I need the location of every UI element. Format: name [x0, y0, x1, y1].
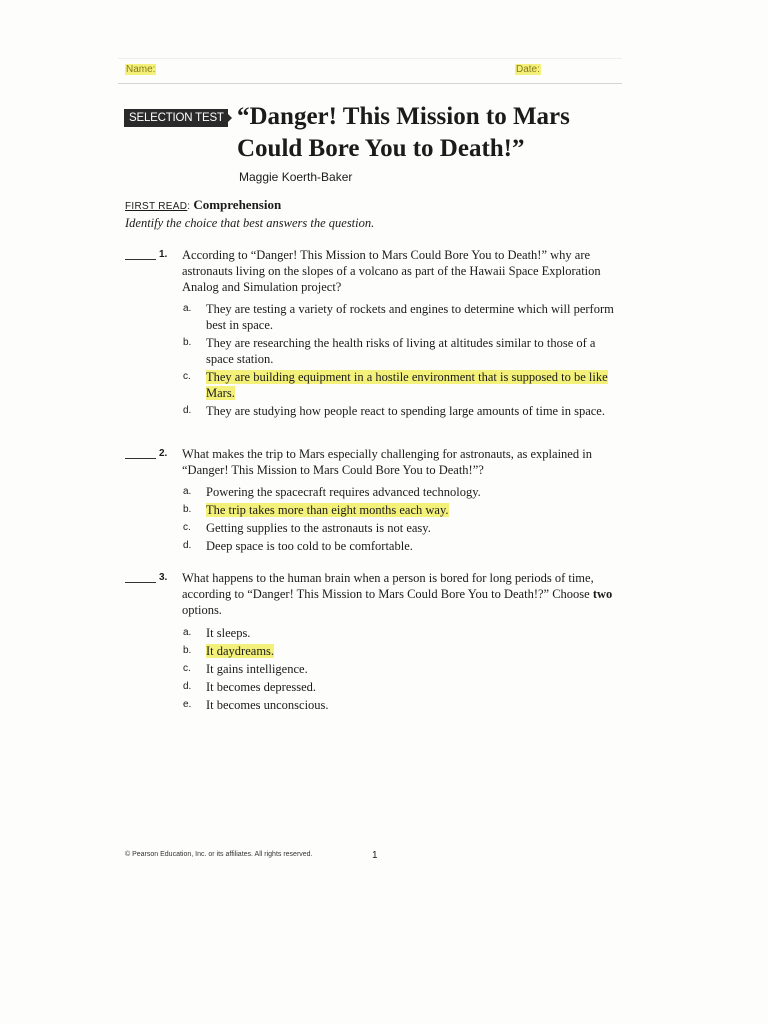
page-number: 1	[372, 850, 378, 861]
question-text-emphasis: two	[592, 587, 613, 601]
section-colon: :	[187, 201, 191, 212]
option-a	[183, 625, 623, 641]
title-line-2: Could Bore You to Death!”	[237, 135, 525, 162]
option-a	[183, 301, 623, 333]
option-text: They are studying how people react to spending large amounts of time in space.	[206, 404, 605, 418]
option-text: Getting supplies to the astronauts is not easy.	[206, 521, 431, 535]
option-e	[183, 697, 623, 713]
name-date-bar	[118, 58, 622, 84]
option-list	[183, 301, 623, 421]
option-a	[183, 484, 623, 500]
name-label: Name:	[126, 64, 156, 75]
date-label: Date:	[516, 64, 540, 75]
question-text: What makes the trip to Mars especially challenging for astronauts, as explained in “Danger! This Mission to Mars Could Bore You to Death!”?	[182, 447, 592, 477]
option-letter: d.	[183, 540, 192, 551]
option-c	[183, 369, 623, 401]
option-text: Deep space is too cold to be comfortable.	[206, 539, 413, 553]
title-line-1: “Danger! This Mission to Mars	[237, 103, 570, 130]
option-b	[183, 502, 623, 518]
option-d	[183, 538, 623, 554]
option-text: They are testing a variety of rockets and engines to determine which will perform best in space.	[206, 302, 614, 332]
option-b	[183, 335, 623, 367]
option-letter: c.	[183, 371, 191, 382]
option-letter: b.	[183, 337, 192, 348]
option-text: It gains intelligence.	[206, 662, 308, 676]
instructions: Identify the choice that best answers the question.	[125, 216, 375, 230]
answer-blank[interactable]	[125, 458, 156, 459]
question-text: According to “Danger! This Mission to Mars Could Bore You to Death!” why are astronauts living on the slopes of a volcano as part of the Hawaii Space Exploration Analog and Simulation project?	[182, 248, 601, 294]
section-heading	[125, 197, 281, 213]
option-text: Powering the spacecraft requires advanced technology.	[206, 485, 481, 499]
question-number: 3.	[159, 572, 168, 583]
option-letter: a.	[183, 303, 192, 314]
option-letter: b.	[183, 504, 192, 515]
selection-test-tag: SELECTION TEST	[124, 109, 228, 127]
option-letter: b.	[183, 645, 192, 656]
option-text-highlighted: The trip takes more than eight months each way.	[206, 503, 449, 517]
tag-arrow-icon	[225, 111, 232, 125]
option-text-highlighted: They are building equipment in a hostile environment that is supposed to be like Mars.	[206, 370, 608, 400]
option-list	[183, 484, 623, 556]
option-text: It sleeps.	[206, 626, 251, 640]
option-letter: c.	[183, 522, 191, 533]
option-letter: c.	[183, 663, 191, 674]
question-number: 2.	[159, 448, 168, 459]
option-letter: a.	[183, 486, 192, 497]
page-title	[237, 101, 657, 165]
option-c	[183, 661, 623, 677]
section-label: FIRST READ	[125, 201, 188, 212]
option-letter: d.	[183, 405, 192, 416]
option-letter: d.	[183, 681, 192, 692]
question-text	[182, 570, 622, 618]
option-b	[183, 643, 623, 659]
answer-blank[interactable]	[125, 259, 156, 260]
copyright-footer: © Pearson Education, Inc. or its affiliates. All rights reserved.	[125, 851, 313, 858]
answer-blank[interactable]	[125, 582, 156, 583]
question-text-part: What happens to the human brain when a person is bored for long periods of time, according to “Danger! This Mission to Mars Could Bore You to Death!?” Choose	[182, 571, 594, 601]
question-text-part: options.	[182, 603, 222, 617]
option-d	[183, 403, 623, 419]
option-list	[183, 625, 623, 715]
option-text: It becomes depressed.	[206, 680, 317, 694]
author-name: Maggie Koerth-Baker	[239, 170, 353, 184]
section-title: Comprehension	[193, 197, 282, 212]
option-c	[183, 520, 623, 536]
option-text: It becomes unconscious.	[206, 698, 329, 712]
option-letter: e.	[183, 699, 192, 710]
option-d	[183, 679, 623, 695]
option-text: They are researching the health risks of living at altitudes similar to those of a space station.	[206, 336, 596, 366]
question-number: 1.	[159, 249, 168, 260]
option-text-highlighted: It daydreams.	[206, 644, 275, 658]
option-letter: a.	[183, 627, 192, 638]
